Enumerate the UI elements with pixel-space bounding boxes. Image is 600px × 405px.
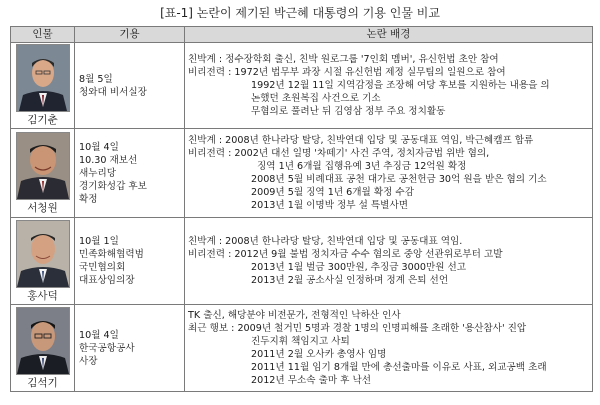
appointment-line: 민족화해협력범 bbox=[79, 249, 144, 260]
background-line: 2013년 2월 공소사실 인정하며 정계 은퇴 선언 bbox=[251, 275, 449, 286]
background-line: 최근 행보 : 2009년 철거민 5명과 경찰 1명의 인명피해를 초래한 '용산참사' 진압 bbox=[188, 323, 527, 334]
person-name: 김석기 bbox=[27, 376, 58, 389]
appointment-cell bbox=[75, 43, 185, 129]
appointment-line: 대표상임의장 bbox=[79, 275, 135, 286]
header-appointment: 기용 bbox=[75, 27, 185, 43]
table-row bbox=[11, 218, 593, 305]
appointment-line: 국민협의회 bbox=[79, 262, 126, 273]
comparison-table bbox=[10, 26, 593, 392]
appointment-cell bbox=[75, 218, 185, 305]
appointment-cell bbox=[75, 129, 185, 218]
background-line: 2008년 5월 비례대표 공천 대가로 공천헌금 30억 원을 받은 혐의 기소 bbox=[251, 174, 547, 185]
background-line: 친박계 : 2008년 한나라당 탈당, 친박연대 입당 및 공동대표 역임. bbox=[188, 236, 463, 247]
background-line: 2013년 1월 이명박 정부 설 특별사면 bbox=[251, 200, 408, 211]
table-title: [표-1] 논란이 제기된 박근혜 대통령의 기용 인물 비교 bbox=[160, 6, 440, 20]
background-line: 비리전력 : 2002년 대선 일명 '차떼기' 사건 주역, 정치자금법 위반 혐의, bbox=[188, 148, 490, 159]
appointment-line: 8월 5일 bbox=[79, 73, 113, 85]
appointment-line: 10.30 재보선 bbox=[79, 154, 138, 166]
background-line: 비리전력 : 1972년 법무부 과장 시절 유신헌법 제정 실무팀의 일원으로 참여 bbox=[188, 67, 506, 78]
background-line: 무혐의로 풀려난 뒤 김영삼 정부 주요 정치활동 bbox=[251, 106, 446, 117]
background-cell bbox=[185, 129, 593, 218]
background-cell bbox=[185, 43, 593, 129]
person-cell bbox=[11, 43, 75, 129]
background-line: 논했던 초원복집 사건으로 기소 bbox=[251, 93, 381, 104]
table-row bbox=[11, 305, 593, 392]
table-row bbox=[11, 43, 593, 129]
background-line: 1992년 12월 11일 지역감정을 조장해 여당 후보를 지원하는 내용을 의 bbox=[251, 80, 550, 91]
appointment-line: 새누리당 bbox=[79, 167, 117, 179]
portrait-photo bbox=[16, 44, 70, 112]
person-name: 홍사덕 bbox=[27, 289, 58, 302]
appointment-line: 경기화성갑 후보 bbox=[79, 180, 147, 192]
person-cell bbox=[11, 218, 75, 305]
background-cell bbox=[185, 218, 593, 305]
portrait-photo bbox=[16, 307, 70, 375]
appointment-line: 10월 4일 bbox=[79, 141, 119, 153]
person-name: 서청원 bbox=[27, 201, 58, 214]
appointment-line: 한국공항공사 bbox=[79, 342, 135, 354]
background-line: 친박계 : 2008년 한나라당 탈당, 친박연대 입당 및 공동대표 역임, 박근혜캠프 합류 bbox=[188, 135, 534, 146]
appointment-line: 확정 bbox=[79, 193, 98, 205]
background-cell bbox=[185, 305, 593, 392]
background-line: 2012년 무소속 출마 후 낙선 bbox=[251, 375, 372, 386]
person-cell bbox=[11, 129, 75, 218]
appointment-line: 10월 1일 bbox=[79, 236, 119, 247]
background-line: 2011년 11월 임기 8개월 만에 총선출마를 이유로 사표, 외교공백 초래 bbox=[251, 362, 547, 373]
appointment-line: 10월 4일 bbox=[79, 329, 119, 341]
header-person: 인물 bbox=[11, 27, 75, 43]
header-row bbox=[11, 27, 593, 43]
portrait-photo bbox=[16, 132, 70, 200]
background-line: 진두지휘 책임지고 사퇴 bbox=[251, 336, 350, 347]
person-name: 김기춘 bbox=[27, 114, 58, 126]
portrait-photo bbox=[16, 220, 70, 288]
background-line: 2013년 1월 벌금 300만원, 추징금 3000만원 선고 bbox=[251, 262, 467, 273]
table-row bbox=[11, 129, 593, 218]
background-line: 친박계 : 정수장학회 출신, 친박 원로그룹 '7인회 멤버', 유신헌법 초안 참여 bbox=[188, 54, 499, 65]
person-cell bbox=[11, 305, 75, 392]
appointment-cell bbox=[75, 305, 185, 392]
background-line: 징역 1년 6개월 집행유예 3년 추징금 12억원 확정 bbox=[257, 161, 467, 172]
background-line: TK 출신, 해당분야 비전문가, 전형적인 낙하산 인사 bbox=[188, 310, 401, 321]
header-controversy: 논란 배경 bbox=[185, 27, 593, 43]
appointment-line: 사장 bbox=[79, 355, 98, 367]
background-line: 비리전력 : 2012년 9월 불법 정치자금 수수 혐의로 중앙 선관위로부터 고발 bbox=[188, 249, 503, 260]
appointment-line: 청와대 비서실장 bbox=[79, 86, 147, 98]
background-line: 2009년 5월 징역 1년 6개월 확정 수감 bbox=[251, 187, 414, 198]
background-line: 2011년 2월 오사카 총영사 임명 bbox=[251, 349, 387, 360]
